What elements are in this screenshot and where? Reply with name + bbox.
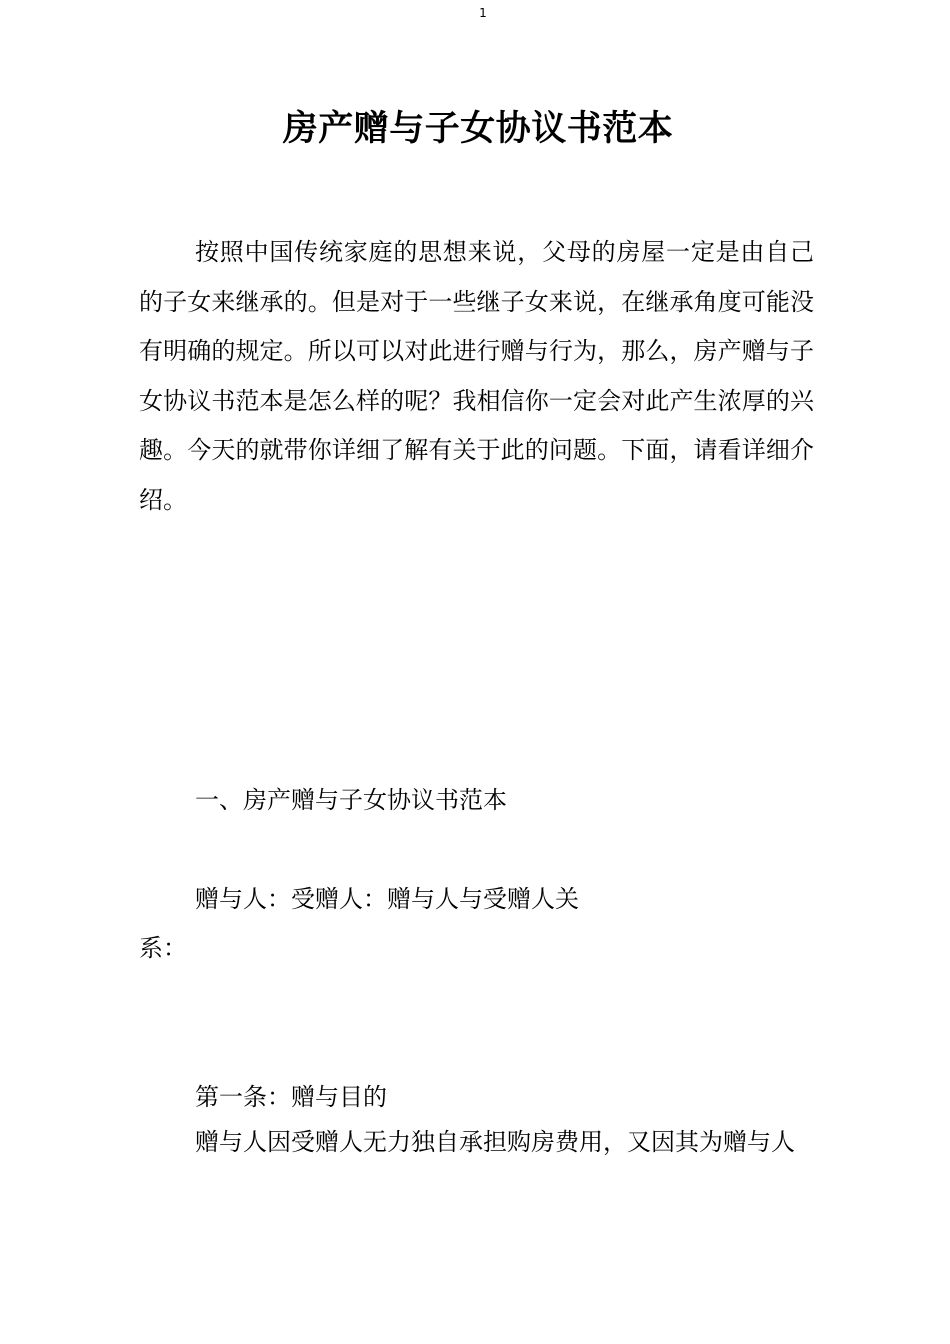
intro-paragraph: 按照中国传统家庭的思想来说，父母的房屋一定是由自己的子女来继承的。但是对于一些继子女来说，在继承角度可能没有明确的规定。所以可以对此进行赠与行为，那么，房产赠与子女协议书范本是怎么样的呢？我相信你一定会对此产生浓厚的兴趣。今天的就带你详细了解有关于此的问题。下面，请看详细介绍。	[139, 238, 814, 514]
article-1-heading: 第一条：赠与目的	[195, 1083, 387, 1111]
parties-line: 赠与人：受赠人：赠与人与受赠人关	[195, 885, 579, 913]
document-title: 房产赠与子女协议书范本	[282, 109, 674, 149]
page-number: 1	[479, 6, 487, 20]
section-heading: 一、房产赠与子女协议书范本	[195, 786, 507, 814]
parties-line-continuation: 系：	[139, 934, 187, 962]
article-1-text: 赠与人因受赠人无力独自承担购房费用，又因其为赠与人	[195, 1128, 795, 1156]
